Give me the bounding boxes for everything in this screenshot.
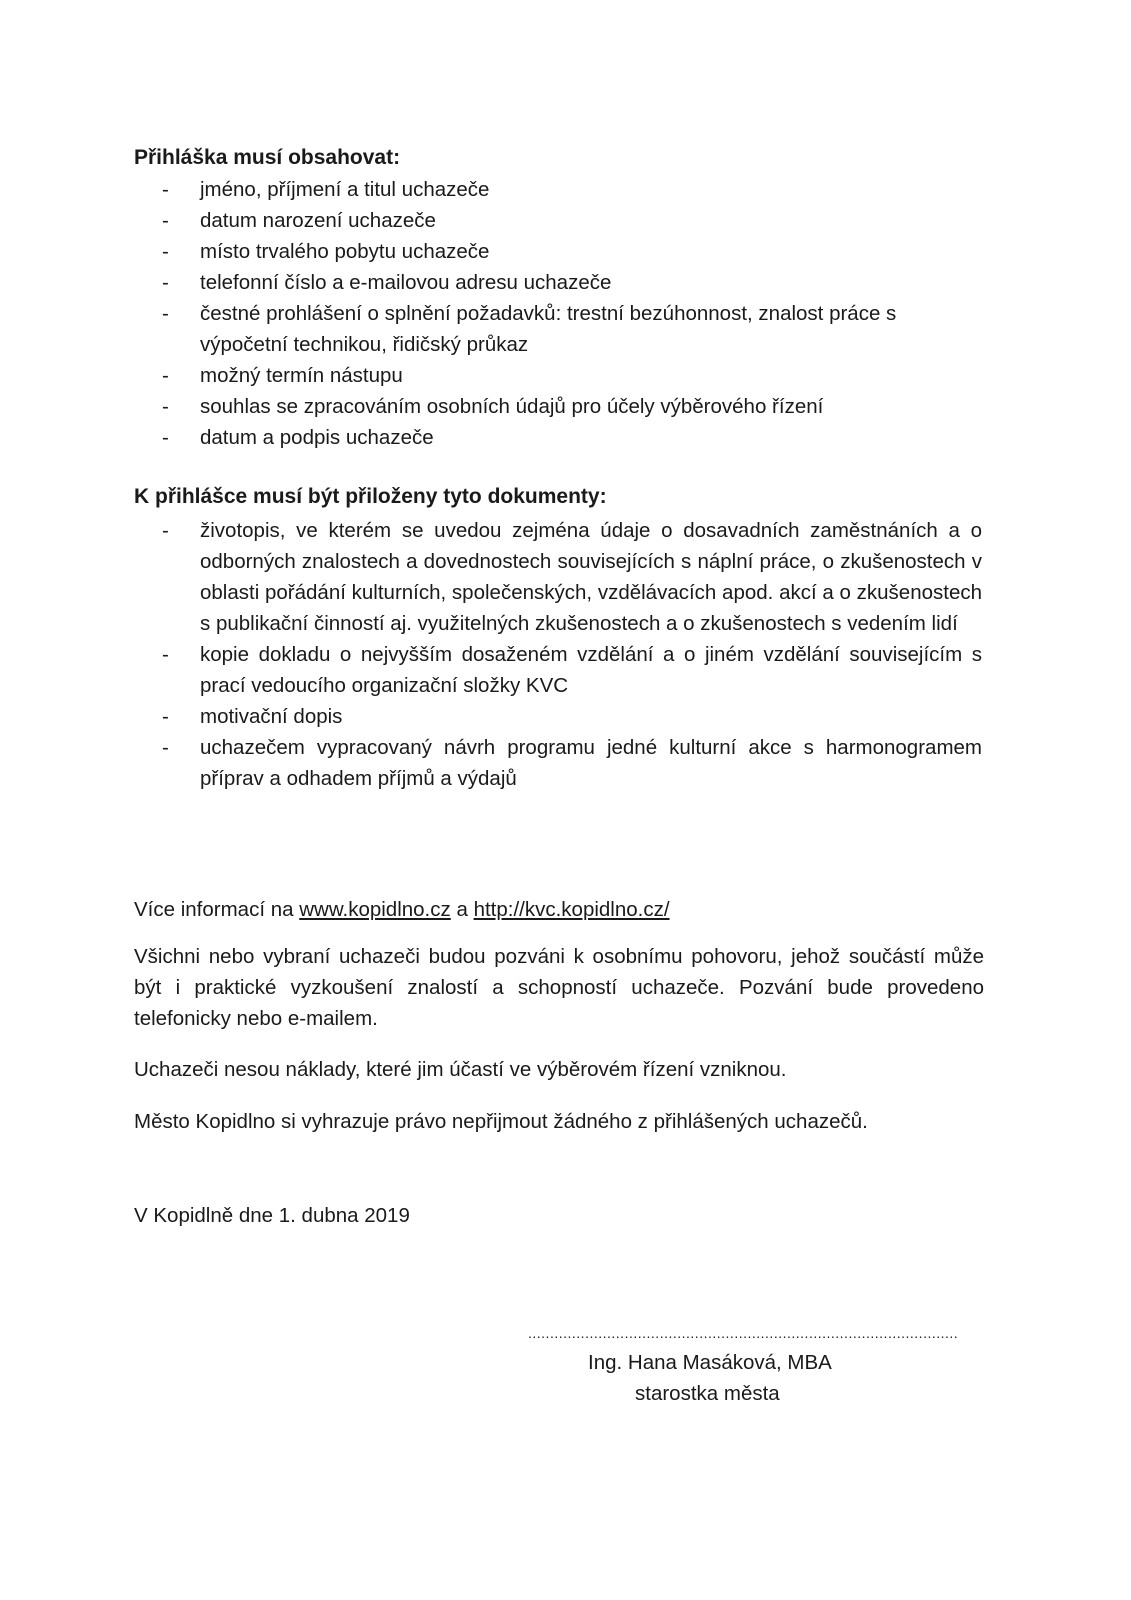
signatory-name: Ing. Hana Masáková, MBA — [588, 1351, 832, 1374]
list-item: - jméno, příjmení a titul uchazeče — [162, 178, 490, 201]
list-item: - uchazečem vypracovaný návrh programu jedné kulturní akce s harmonogramem příprav a odhadem příjmů a výdajů — [162, 736, 982, 790]
costs-paragraph: Uchazeči nesou náklady, které jim účastí ve výběrovém řízení vzniknou. — [134, 1058, 787, 1081]
rights-paragraph: Město Kopidlno si vyhrazuje právo nepřijmout žádného z přihlášených uchazečů. — [134, 1110, 868, 1133]
link-kvc-kopidlno[interactable]: http://kvc.kopidlno.cz/ — [473, 898, 670, 921]
link-kopidlno[interactable]: www.kopidlno.cz — [299, 898, 451, 921]
list-item: - datum a podpis uchazeče — [162, 426, 434, 449]
list-item: - místo trvalého pobytu uchazeče — [162, 240, 490, 263]
section-heading-documents: K přihlášce musí být přiloženy tyto dokumenty: — [134, 485, 607, 508]
list-item: - motivační dopis — [162, 705, 343, 728]
list-item: - datum narození uchazeče — [162, 209, 436, 232]
signatory-title: starostka města — [635, 1382, 780, 1405]
list-item: - kopie dokladu o nejvyšším dosaženém vzdělání a o jiném vzdělání souvisejícím s prací vedoucího organizační složky KVC — [162, 643, 982, 697]
list-item: - souhlas se zpracováním osobních údajů pro účely výběrového řízení — [162, 395, 824, 418]
list-item: - životopis, ve kterém se uvedou zejména údaje o dosavadních zaměstnáních a o odborných znalostech a dovednostech souvisejících s náplní práce, o zkušenostech v oblasti pořádání kulturních, společenských, vzdělávacích apod. akcí a o zkušenostech s publikační činností aj. využitelných zkušenostech a o zkušenostech s vedením lidí — [162, 519, 982, 635]
signature-line: .................................................................................................. — [528, 1325, 959, 1341]
section-heading-application: Přihláška musí obsahovat: — [134, 146, 401, 169]
more-info-line: Více informací na www.kopidlno.cz a http://kvc.kopidlno.cz/ — [134, 898, 670, 921]
list-item: - možný termín nástupu — [162, 364, 403, 387]
list-item: - telefonní číslo a e-mailovou adresu uchazeče — [162, 271, 612, 294]
date-line: V Kopidlně dne 1. dubna 2019 — [134, 1204, 410, 1227]
list-item: - čestné prohlášení o splnění požadavků: trestní bezúhonnost, znalost práce s výpočetní technikou, řidičský průkaz — [162, 302, 897, 356]
interview-paragraph: Všichni nebo vybraní uchazeči budou pozváni k osobnímu pohovoru, jehož součástí může být i praktické vyzkoušení znalostí a schopností uchazeče. Pozvání bude provedeno telefonicky nebo e-mailem. — [134, 945, 984, 1030]
application-requirements-list — [162, 174, 982, 453]
required-documents-list — [162, 515, 982, 794]
